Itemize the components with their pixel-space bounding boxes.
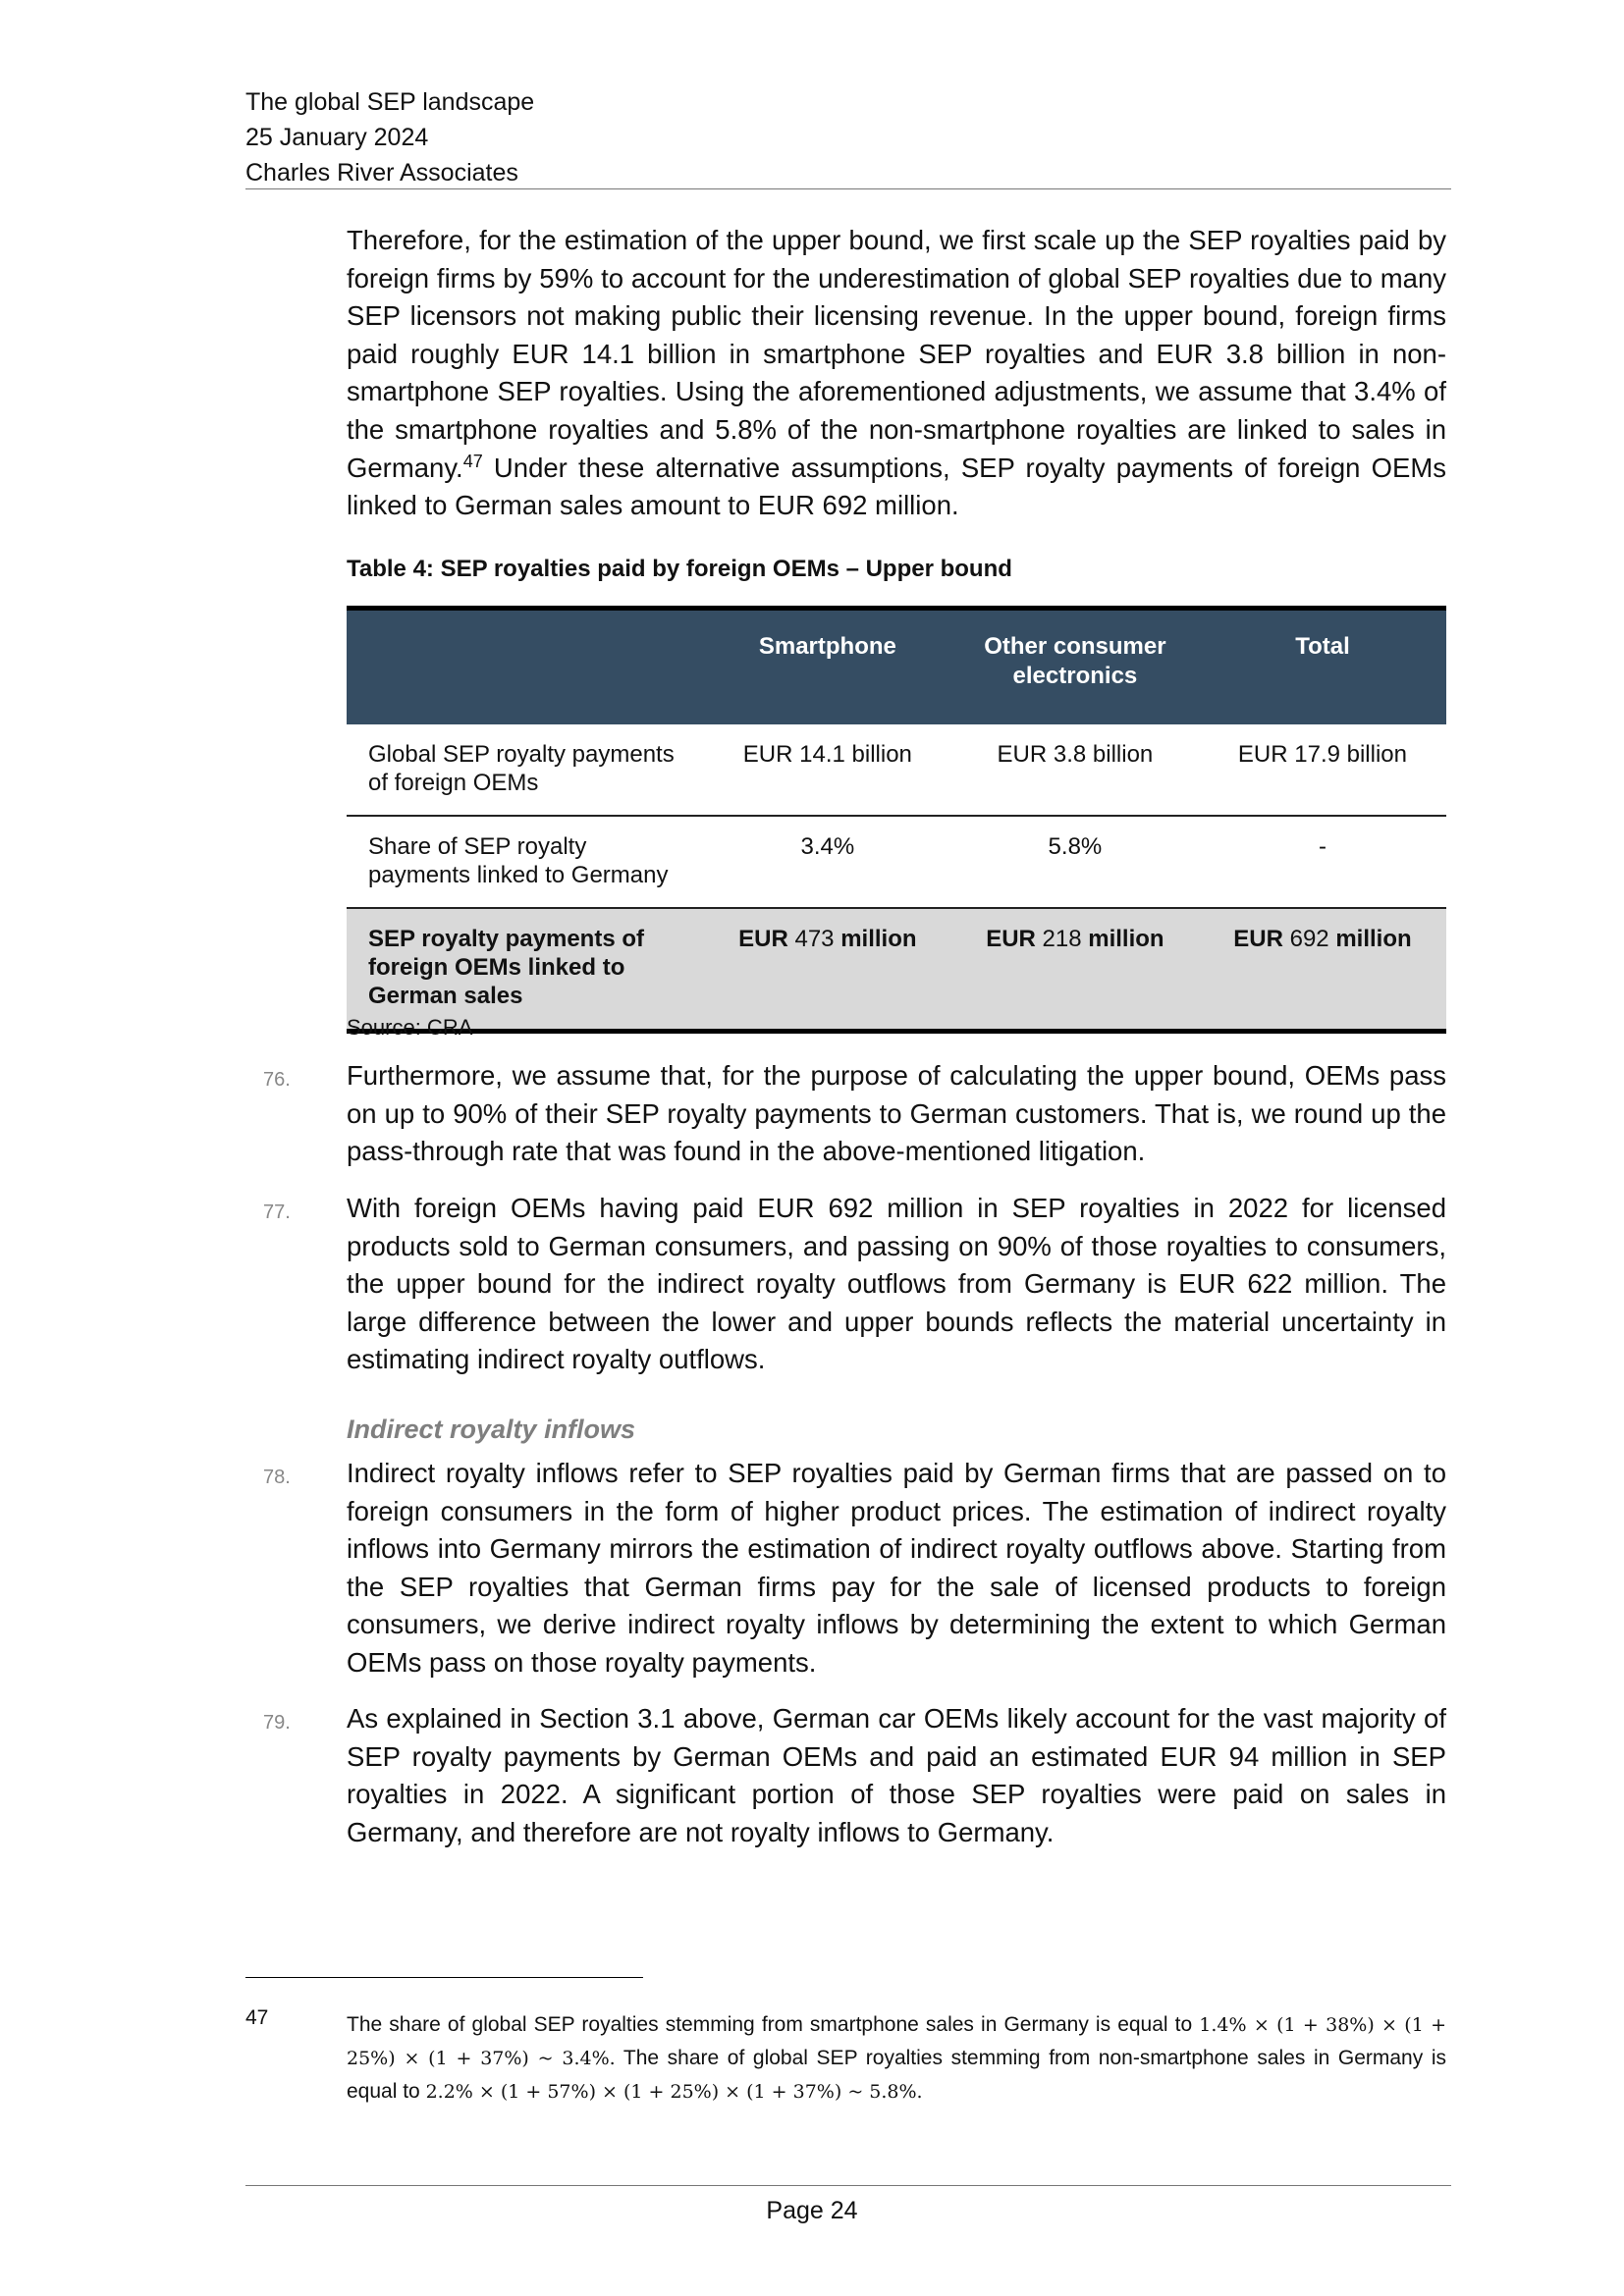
- footnote-number: 47: [245, 2006, 269, 2029]
- table-cell: EUR 14.1 billion: [704, 724, 951, 816]
- total-value: 692: [1289, 926, 1329, 952]
- page-number: Page 24: [766, 2197, 858, 2224]
- header-divider: [245, 188, 1451, 189]
- intro-text: Therefore, for the estimation of the upper bound, we first scale up the SEP royalties paid by foreign firms by 59% to account for the underestimation of global SEP royalties due to many SEP licensors not making public their licensing revenue. In the upper bound, foreign firms paid roughly EUR 14.1 billion in smartphone SEP royalties and EUR 3.8 billion in non-smartphone SEP royalties. Using the aforementioned adjustments, we assume that 3.4% of the smartphone royalties and 5.8% of the non-smartphone royalties are linked to sales in Germany.: [347, 225, 1446, 483]
- total-value: 473: [794, 926, 835, 952]
- unit-prefix: EUR: [1233, 926, 1283, 952]
- row-label: Share of SEP royalty payments linked to Germany: [347, 816, 704, 908]
- paragraph-77: With foreign OEMs having paid EUR 692 million in SEP royalties in 2022 for licensed products sold to German consumers, and passing on 90% of those royalties to consumers, the upper bound for the indirect royalty outflows from Germany is EUR 622 million. The large difference between the lower and upper bounds reflects the material uncertainty in estimating indirect royalty outflows.: [347, 1193, 1446, 1375]
- table-header-cell: Smartphone: [704, 609, 951, 725]
- table-cell: -: [1199, 816, 1446, 908]
- table-cell: [1199, 908, 1446, 1032]
- footnote-reference[interactable]: 47: [462, 451, 483, 471]
- table-cell: [951, 908, 1199, 1032]
- paragraph-79: As explained in Section 3.1 above, German car OEMs likely account for the vast majority of SEP royalty payments by German OEMs and paid an estimated EUR 94 million in SEP royalties in 2022. A significant portion of those SEP royalties were paid on sales in Germany, and therefore are not royalty inflows to Germany.: [347, 1703, 1446, 1847]
- unit-suffix: million: [840, 926, 917, 952]
- page-header: [245, 84, 1451, 190]
- paragraph-76: Furthermore, we assume that, for the purpose of calculating the upper bound, OEMs pass on up to 90% of their SEP royalty payments to German customers. That is, we round up the pass-through rate that was found in the above-mentioned litigation.: [347, 1060, 1446, 1167]
- table-cell: 5.8%: [951, 816, 1199, 908]
- paragraph-number: 76.: [263, 1069, 291, 1091]
- document-date: 25 January 2024: [245, 124, 429, 151]
- table-cell: [704, 908, 951, 1032]
- table-header-cell: Other consumer electronics: [951, 609, 1199, 725]
- paragraph-78: Indirect royalty inflows refer to SEP royalties paid by German firms that are passed on to foreign consumers in the form of higher product prices. The estimation of indirect royalty inflows into Germany mirrors the estimation of indirect royalty outflows above. Starting from the SEP royalties that German firms pay for the sale of licensed products to foreign consumers, we derive indirect royalty inflows by determining the extent to which German OEMs pass on those royalty payments.: [347, 1458, 1446, 1678]
- table-header-cell: Total: [1199, 609, 1446, 725]
- royalty-table: [347, 606, 1446, 1034]
- unit-prefix: EUR: [986, 926, 1036, 952]
- table-total-row: [347, 908, 1446, 1032]
- unit-suffix: million: [1088, 926, 1164, 952]
- document-title: The global SEP landscape: [245, 88, 535, 116]
- paragraph-number: 78.: [263, 1467, 291, 1488]
- paragraph-number: 77.: [263, 1201, 291, 1223]
- unit-prefix: EUR: [738, 926, 788, 952]
- footnote-text: [347, 2008, 1446, 2109]
- footnote-text-part: The share of global SEP royalties stemming from smartphone sales in Germany is equal to: [347, 2013, 1200, 2036]
- row-label: SEP royalty payments of foreign OEMs linked to German sales: [347, 908, 704, 1032]
- table-cell: EUR 3.8 billion: [951, 724, 1199, 816]
- footnote-formula: 2.2% × (1 + 57%) × (1 + 25%) × (1 + 37%) ~ 5.8%.: [425, 2081, 923, 2103]
- footnote-divider: [245, 1977, 643, 1978]
- intro-text-continued: Under these alternative assumptions, SEP royalty payments of foreign OEMs linked to German sales amount to EUR 692 million.: [347, 452, 1446, 521]
- section-subheading: Indirect royalty inflows: [347, 1415, 636, 1444]
- table-header-cell: [347, 609, 704, 725]
- footnote-formula: 1.4% × (1 + 38%) × (1 + 25%) × (1 + 37%) ~ 3.4%.: [347, 2014, 1447, 2069]
- paragraph-number: 79.: [263, 1712, 291, 1734]
- footer-divider: [245, 2185, 1451, 2186]
- table-header-row: [347, 609, 1446, 725]
- table-row: [347, 816, 1446, 908]
- table-source: Source: CRA: [347, 1015, 473, 1040]
- unit-suffix: million: [1335, 926, 1412, 952]
- row-label: Global SEP royalty payments of foreign OEMs: [347, 724, 704, 816]
- table-cell: 3.4%: [704, 816, 951, 908]
- table-caption: Table 4: SEP royalties paid by foreign OEMs – Upper bound: [347, 556, 1012, 582]
- document-organization: Charles River Associates: [245, 159, 518, 187]
- table-cell: EUR 17.9 billion: [1199, 724, 1446, 816]
- table-row: [347, 724, 1446, 816]
- intro-paragraph: [347, 222, 1446, 525]
- total-value: 218: [1042, 926, 1082, 952]
- footnote-text-part: The share of global SEP royalties stemming from non-smartphone sales in Germany is equal to: [347, 2047, 1446, 2103]
